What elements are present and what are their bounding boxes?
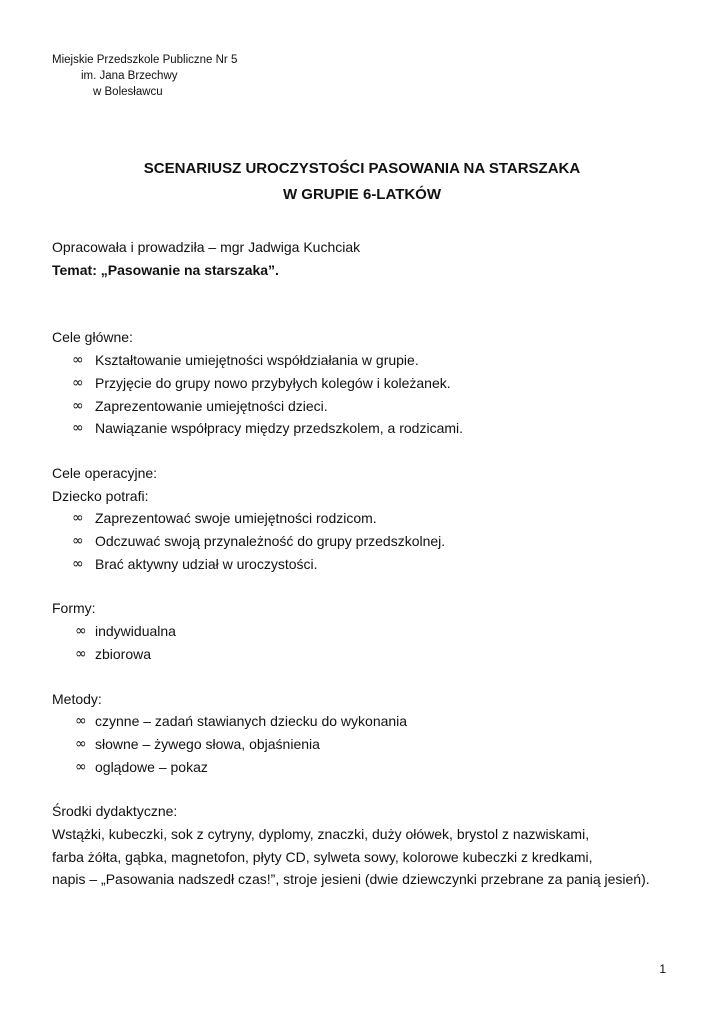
list-item: ∞ zbiorowa (75, 643, 692, 666)
operational-goals-heading: Cele operacyjne: (52, 464, 158, 481)
materials-heading: Środki dydaktyczne: (52, 803, 178, 820)
list-item: ∞ czynne – zadań stawianych dziecku do wykonania (75, 710, 692, 733)
title-line-1: SCENARIUSZ UROCZYSTOŚCI PASOWANIA NA STARSZAKA (143, 160, 581, 177)
infinity-bullet-icon: ∞ (75, 645, 87, 662)
list-item: ∞ słowne – żywego słowa, objaśnienia (75, 733, 692, 756)
operational-goals-list (52, 507, 692, 575)
forms-heading: Formy: (52, 600, 96, 617)
document-title (0, 156, 724, 208)
header-line-2: im. Jana Brzechwy (81, 70, 178, 82)
infinity-bullet-icon: ∞ (75, 758, 87, 775)
title-line-2: W GRUPIE 6-LATKÓW (282, 186, 442, 203)
infinity-bullet-icon: ∞ (72, 510, 84, 527)
topic-line: Temat: „Pasowanie na starszaka”. (52, 261, 279, 278)
infinity-bullet-icon: ∞ (72, 397, 84, 414)
main-goals-list (52, 349, 692, 440)
list-item: ∞ Odczuwać swoją przynależność do grupy przedszkolnej. (72, 530, 692, 553)
header-line-1: Miejskie Przedszkole Publiczne Nr 5 (52, 54, 238, 66)
infinity-bullet-icon: ∞ (72, 374, 84, 391)
infinity-bullet-icon: ∞ (72, 420, 84, 437)
methods-list (52, 710, 692, 778)
materials-line-1: Wstążki, kubeczki, sok z cytryny, dyplomy, znaczki, duży ołówek, brystol z nazwiskami, (52, 826, 590, 843)
infinity-bullet-icon: ∞ (75, 713, 87, 730)
header-line-3: w Bolesławcu (93, 86, 163, 98)
list-item: ∞ Brać aktywny udział w uroczystości. (72, 553, 692, 576)
list-item: ∞ Kształtowanie umiejętności współdziałania w grupie. (72, 349, 692, 372)
page-number: 1 (659, 962, 666, 976)
forms-list (52, 620, 692, 665)
infinity-bullet-icon: ∞ (75, 735, 87, 752)
infinity-bullet-icon: ∞ (72, 533, 84, 550)
materials-line-3: napis – „Pasowania nadszedł czas!”, stroje jesieni (dwie dziewczynki przebrane za panią jesień). (52, 871, 650, 888)
list-item: ∞ Zaprezentować swoje umiejętności rodzicom. (72, 507, 692, 530)
list-item: ∞ Nawiązanie współpracy między przedszkolem, a rodzicami. (72, 417, 692, 440)
document-body (52, 236, 692, 891)
materials-line-2: farba żółta, gąbka, magnetofon, płyty CD, sylweta sowy, kolorowe kubeczki z kredkami, (52, 848, 593, 865)
infinity-bullet-icon: ∞ (72, 555, 84, 572)
institution-header (52, 52, 237, 100)
infinity-bullet-icon: ∞ (72, 352, 84, 369)
list-item: ∞ Zaprezentowanie umiejętności dzieci. (72, 395, 692, 418)
methods-heading: Metody: (52, 690, 102, 707)
list-item: ∞ oglądowe – pokaz (75, 756, 692, 779)
infinity-bullet-icon: ∞ (75, 623, 87, 640)
list-item: ∞ indywidualna (75, 620, 692, 643)
list-item: ∞ Przyjęcie do grupy nowo przybyłych kolegów i koleżanek. (72, 372, 692, 395)
main-goals-heading: Cele główne: (52, 329, 133, 346)
author-line: Opracowała i prowadziła – mgr Jadwiga Kuchciak (52, 239, 361, 255)
operational-goals-subheading: Dziecko potrafi: (52, 487, 149, 504)
